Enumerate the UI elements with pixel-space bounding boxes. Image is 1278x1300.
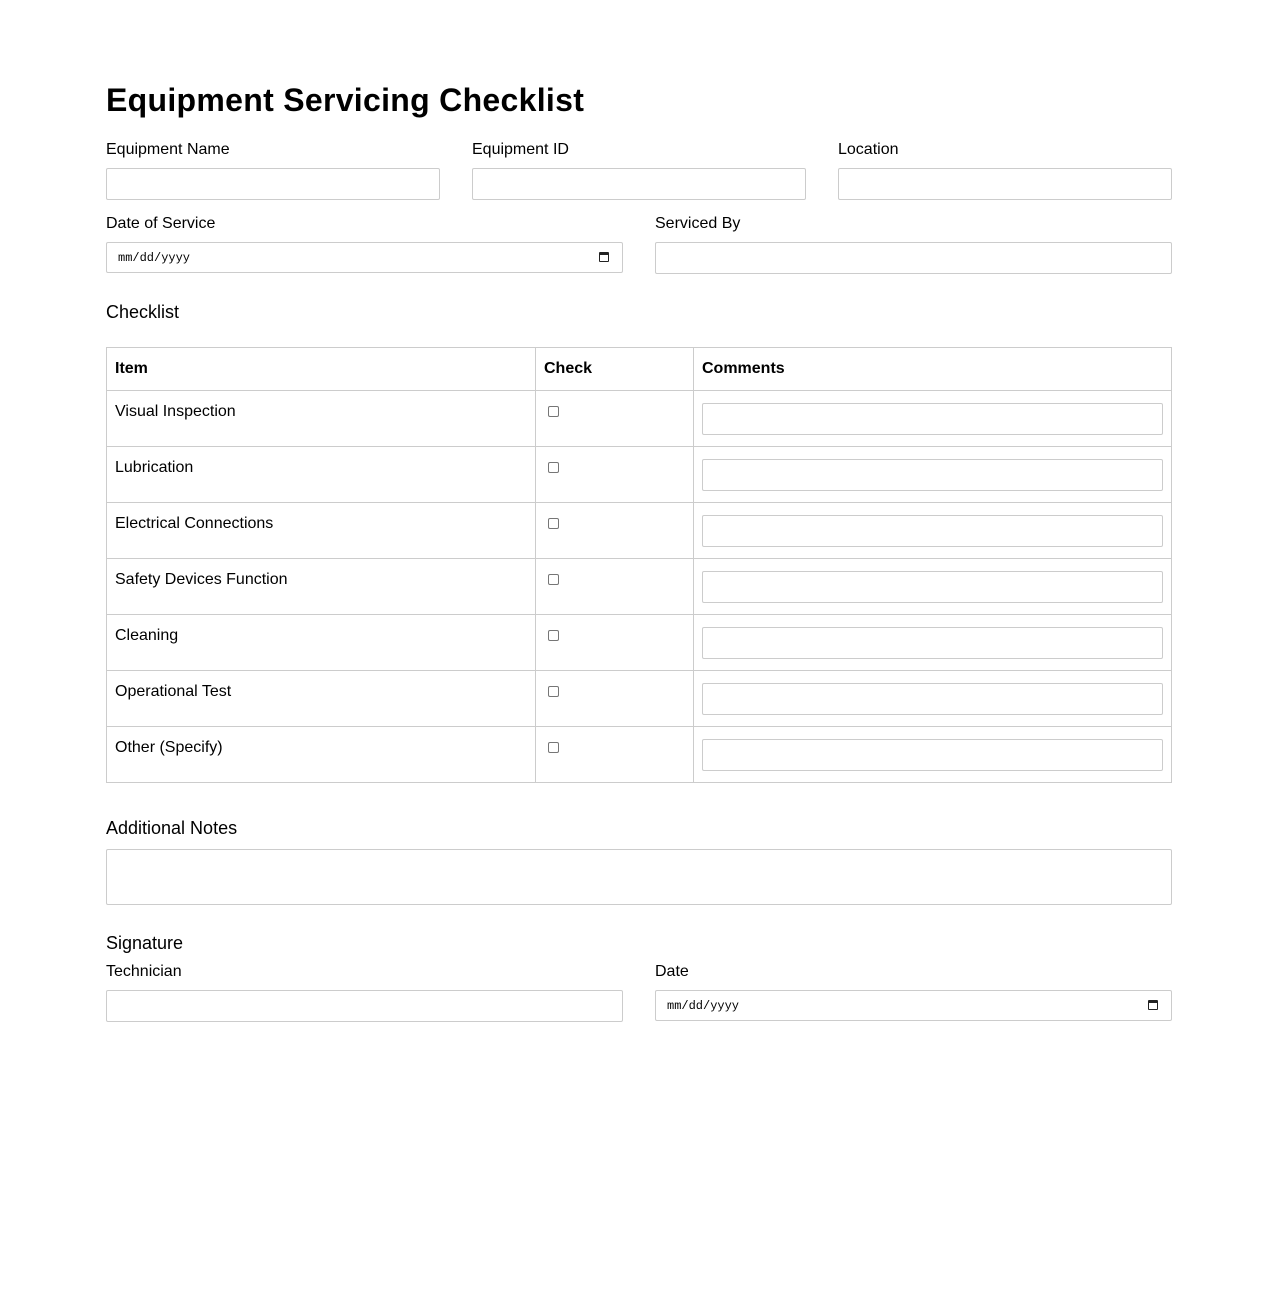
item-label: Electrical Connections — [107, 503, 536, 559]
equipment-name-input[interactable] — [106, 168, 440, 200]
table-row — [107, 559, 1172, 615]
page-title: Equipment Servicing Checklist — [106, 82, 585, 118]
comment-input[interactable] — [702, 459, 1163, 491]
signature-heading: Signature — [106, 933, 184, 953]
column-header-comments: Comments — [694, 348, 1172, 391]
table-row — [107, 727, 1172, 783]
item-label: Visual Inspection — [107, 391, 536, 447]
date-of-service-label: Date of Service — [106, 215, 216, 232]
table-row — [107, 671, 1172, 727]
check-checkbox[interactable] — [548, 406, 559, 417]
check-checkbox[interactable] — [548, 630, 559, 641]
checklist-heading: Checklist — [106, 302, 180, 322]
table-row — [107, 447, 1172, 503]
location-label: Location — [838, 141, 899, 158]
check-checkbox[interactable] — [548, 686, 559, 697]
comment-input[interactable] — [702, 403, 1163, 435]
date-of-service-input[interactable] — [106, 242, 623, 273]
signature-date-label: Date — [655, 963, 689, 980]
comment-input[interactable] — [702, 627, 1163, 659]
check-checkbox[interactable] — [548, 518, 559, 529]
table-row — [107, 615, 1172, 671]
check-checkbox[interactable] — [548, 574, 559, 585]
comment-input[interactable] — [702, 683, 1163, 715]
equipment-name-label: Equipment Name — [106, 141, 230, 158]
column-header-check: Check — [536, 348, 694, 391]
date-placeholder: mm/dd/yyyy — [118, 251, 191, 265]
equipment-id-label: Equipment ID — [472, 141, 569, 158]
signature-date-input[interactable] — [655, 990, 1172, 1021]
technician-input[interactable] — [106, 990, 623, 1022]
notes-heading: Additional Notes — [106, 818, 238, 838]
location-input[interactable] — [838, 168, 1172, 200]
calendar-icon[interactable] — [1148, 1000, 1158, 1010]
date-placeholder: mm/dd/yyyy — [667, 999, 740, 1013]
check-checkbox[interactable] — [548, 742, 559, 753]
item-label: Lubrication — [107, 447, 536, 503]
checklist-table — [106, 347, 1172, 783]
table-row — [107, 391, 1172, 447]
notes-textarea[interactable] — [106, 849, 1172, 905]
calendar-icon[interactable] — [599, 252, 609, 262]
equipment-id-input[interactable] — [472, 168, 806, 200]
item-label: Other (Specify) — [107, 727, 536, 783]
comment-input[interactable] — [702, 739, 1163, 771]
comment-input[interactable] — [702, 515, 1163, 547]
item-label: Cleaning — [107, 615, 536, 671]
technician-label: Technician — [106, 963, 182, 980]
item-label: Safety Devices Function — [107, 559, 536, 615]
column-header-item: Item — [107, 348, 536, 391]
item-label: Operational Test — [107, 671, 536, 727]
table-row — [107, 503, 1172, 559]
check-checkbox[interactable] — [548, 462, 559, 473]
serviced-by-input[interactable] — [655, 242, 1172, 274]
serviced-by-label: Serviced By — [655, 215, 741, 232]
comment-input[interactable] — [702, 571, 1163, 603]
